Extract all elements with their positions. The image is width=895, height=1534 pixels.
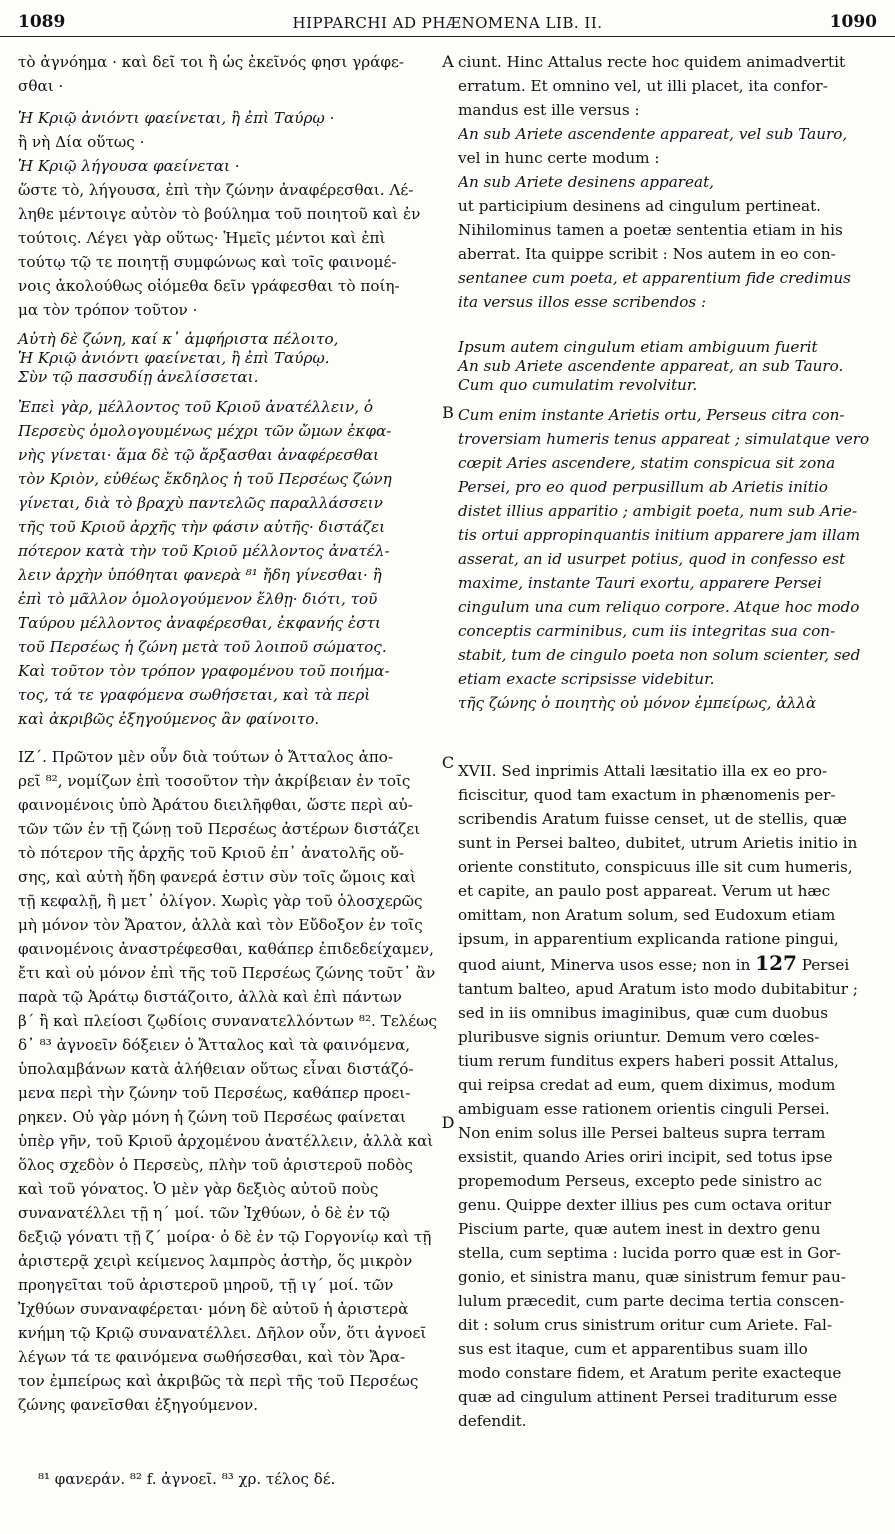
latin-column	[458, 50, 878, 1433]
text-line: mandus est ille versus :	[458, 101, 640, 119]
greek-verse-2	[18, 330, 438, 387]
latin-verse	[458, 338, 878, 395]
text-line: omittam, non Aratum solum, sed Eudoxum etiam	[458, 906, 836, 924]
text-line: νοις ἀκολούθως οἰόμεθα δεῖν γράφεσθαι τὸ ποίη-	[18, 277, 400, 295]
greek-paragraph-4	[18, 745, 438, 1417]
text-line: pluribusve signis oriuntur. Demum vero cœles-	[458, 1028, 820, 1046]
margin-letter-d: D	[441, 1113, 455, 1132]
text-line: συνανατέλλει τῇ η΄ μοί. τῶν Ἰχθύων, ὁ δὲ ἐν τῷ	[18, 1204, 390, 1222]
latin-paragraph-4	[458, 759, 878, 1433]
greek-paragraph-2	[18, 178, 438, 322]
text-line: σης, καὶ αὐτὴ ἤδη φανερά ἐστιν σὺν τοῖς ὤμοις καὶ	[18, 868, 416, 886]
text-line: distet illius apparitio ; ambigit poeta, num sub Arie-	[458, 502, 858, 520]
text-line: τὸ πότερον τῆς ἀρχῆς τοῦ Κριοῦ ἐπ᾽ ἀνατολῆς οὔ-	[18, 844, 405, 862]
text-line: ἔτι καὶ οὐ μόνον ἐπὶ τῆς τοῦ Περσέως ζώνης τοῦτ᾽ ἂν	[18, 964, 436, 982]
text-line: καὶ ἀκριβῶς ἐξηγούμενος ἂν φαίνοιτο.	[18, 710, 320, 728]
text-line: τον ἐμπείρως καὶ ἀκριβῶς τὰ περὶ τῆς τοῦ Περσέως	[18, 1372, 419, 1390]
text-line: ζώνης φανεῖσθαι ἐξηγούμενον.	[18, 1396, 259, 1414]
text-line: vel in hunc certe modum :	[458, 149, 660, 167]
text-line: ὑπὲρ γῆν, τοῦ Κριοῦ ἀρχομένου ἀνατέλλειν, ἀλλὰ καὶ	[18, 1132, 434, 1150]
text-line: Ἐπεὶ γὰρ, μέλλοντος τοῦ Κριοῦ ἀνατέλλειν, ὁ	[18, 398, 374, 416]
text-line: conceptis carminibus, cum iis integritas sua con-	[458, 622, 836, 640]
text-line: propemodum Perseus, excepto pede sinistro ac	[458, 1172, 822, 1190]
page-number-left: 1089	[18, 12, 66, 32]
text-line: cœpit Aries ascendere, statim conspicua sit zona	[458, 454, 836, 472]
text-line: troversiam humeris tenus appareat ; simulatque vero	[458, 430, 870, 448]
text-line: λειν ἀρχὴν ὑπόθηται φανερὰ ⁸¹ ἤδη γίνεσθαι· ἢ	[18, 566, 382, 584]
text-line: Nihilominus tamen a poetæ sententia etiam in his	[458, 221, 843, 239]
text-line: λέγων τά τε φαινόμενα σωθήσεσθαι, καὶ τὸν Ἄρα-	[18, 1348, 406, 1366]
verse-line: An sub Ariete ascendente appareat, an sub Tauro.	[458, 357, 844, 375]
text-line: tantum balteo, apud Aratum isto modo dubitabitur ;	[458, 980, 858, 998]
text-line: ρηκεν. Οὐ γὰρ μόνη ἡ ζώνη τοῦ Περσέως φαίνεται	[18, 1108, 406, 1126]
text-line: μὴ μόνον τὸν Ἄρατον, ἀλλὰ καὶ τὸν Εὔδοξον ἐν τοῖς	[18, 916, 423, 934]
margin-letter-a: A	[442, 52, 454, 71]
text-line: Ταύρου μέλλοντος ἀναφέρεσθαι, ἐκφανής ἐστι	[18, 614, 381, 632]
greek-paragraph-3	[18, 395, 438, 731]
text-line: ciunt. Hinc Attalus recte hoc quidem animadvertit	[458, 53, 846, 71]
text-line: τὸν Κριὸν, εὐθέως ἔκδηλος ἡ τοῦ Περσέως ζώνη	[18, 470, 392, 488]
latin-paragraph-3	[458, 403, 878, 715]
text-line: φαινομένοις ὑπὸ Ἀράτου διειλῆφθαι, ὥστε περὶ αὐ-	[18, 796, 413, 814]
text-line: τοῦ Περσέως ἡ ζώνη μετὰ τοῦ λοιποῦ σώματος.	[18, 638, 387, 656]
text-line: qui reipsa credat ad eum, quem diximus, modum	[458, 1076, 836, 1094]
verse-line: Ἡ Κριῷ λήγουσα φαείνεται ·	[18, 157, 240, 175]
margin-letter-b: B	[442, 403, 454, 422]
text-line: sed in iis omnibus imaginibus, quæ cum duobus	[458, 1004, 828, 1022]
text-line: stella, cum septima : lucida porro quæ est in Gor-	[458, 1244, 841, 1262]
text-line: ληθε μέντοιγε αὐτὸν τὸ βούλημα τοῦ ποιητοῦ καὶ ἐν	[18, 205, 421, 223]
text-line: ἀριστερᾷ χειρὶ κείμενος λαμπρὸς ἀστὴρ, ὅς μικρὸν	[18, 1252, 413, 1270]
text-line: lulum præcedit, cum parte decima tertia conscen-	[458, 1292, 845, 1310]
verse-line: Ἡ Κριῷ ἀνιόντι φαείνεται, ἢ ἐπὶ Ταύρῳ ·	[18, 109, 335, 127]
text-line: ambiguam esse rationem orientis cinguli Persei.	[458, 1100, 830, 1118]
text-line: stabit, tum de cingulo poeta non solum scienter, sed	[458, 646, 861, 664]
text-line: Non enim solus ille Persei balteus supra terram	[458, 1124, 826, 1142]
verse-line: Σὺν τῷ πασσυδίῃ ἀνελίσσεται.	[18, 368, 259, 386]
text-line: δεξιῷ γόνατι τῇ ζ΄ μοίρα· ὁ δὲ ἐν τῷ Γοργονίῳ καὶ τῇ	[18, 1228, 432, 1246]
verse-line: Αὐτὴ δὲ ζώνη, καί κ᾽ ἀμφήριστα πέλοιτο,	[18, 330, 339, 348]
text-line: ὅλος σχεδὸν ὁ Περσεὺς, πλὴν τοῦ ἀριστεροῦ ποδὸς	[18, 1156, 413, 1174]
text-line: τούτῳ τῷ τε ποιητῇ συμφώνως καὶ τοῖς φαινομέ-	[18, 253, 397, 271]
text-line: Ἰχθύων συναναφέρεται· μόνη δὲ αὐτοῦ ἡ ἀριστερὰ	[18, 1300, 409, 1318]
text-line: tium rerum funditus expers haberi possit Attalus,	[458, 1052, 839, 1070]
text-line: ἢ νὴ Δία οὕτως ·	[18, 133, 145, 151]
text-line: νὴς γίνεται· ἅμα δὲ τῷ ἄρξασθαι ἀναφέρεσθαι	[18, 446, 379, 464]
text-line: παρὰ τῷ Ἀράτῳ διστάζοιτο, ἀλλὰ καὶ ἐπὶ πάντων	[18, 988, 402, 1006]
margin-letter-c: C	[441, 753, 455, 772]
text-line: β΄ ἢ καὶ πλείοσι ζῳδίοις συνανατελλόντων ⁸². Τελέως	[18, 1012, 438, 1030]
greek-paragraph-1	[18, 50, 438, 98]
verse-line: Cum quo cumulatim revolvitur.	[458, 376, 698, 394]
text-line: γίνεται, διὰ τὸ βραχὺ παντελῶς παραλλάσσειν	[18, 494, 383, 512]
text-line: Καὶ τοῦτον τὸν τρόπον γραφομένου τοῦ ποιήμα-	[18, 662, 390, 680]
text-line: φαινομένοις ἀναστρέφεσθαι, καθάπερ ἐπιδεδείχαμεν,	[18, 940, 434, 958]
verse-line: An sub Ariete ascendente appareat, vel sub Tauro,	[458, 125, 848, 143]
text-line: ipsum, in apparentium explicanda ratione pingui,	[458, 930, 839, 948]
text-line: et capite, an paulo post appareat. Verum ut hæc	[458, 882, 831, 900]
text-line: καὶ τοῦ γόνατος. Ὁ μὲν γὰρ δεξιὸς αὐτοῦ ποὺς	[18, 1180, 379, 1198]
verse-line: Ipsum autem cingulum etiam ambiguum fuerit	[458, 338, 818, 356]
running-header	[0, 12, 895, 37]
running-title: HIPPARCHI AD PHÆNOMENA LIB. II.	[292, 14, 603, 32]
page-number-right: 1090	[829, 12, 877, 32]
text-line: etiam exacte scripsisse videbitur.	[458, 670, 715, 688]
text-line: genu. Quippe dexter illius pes cum octava oritur	[458, 1196, 832, 1214]
text-line: κνήμη τῷ Κριῷ συνανατέλλει. Δῆλον οὖν, ὅτι ἀγνοεῖ	[18, 1324, 427, 1342]
text-line: Περσεὺς ὁμολογουμένως μέχρι τῶν ὤμων ἐκφα-	[18, 422, 392, 440]
text-line: ὑπολαμβάνων κατὰ ἀλήθειαν οὕτως εἶναι διστάζό-	[18, 1060, 414, 1078]
verse-line: An sub Ariete desinens appareat,	[458, 173, 715, 191]
text-line: oriente constituto, conspicuus ille sit cum humeris,	[458, 858, 853, 876]
text-line: τος, τά τε γραφόμενα σωθήσεται, καὶ τὰ περὶ	[18, 686, 371, 704]
text-line: erratum. Et omnino vel, ut illi placet, ita confor-	[458, 77, 828, 95]
text-line: σθαι ·	[18, 77, 64, 95]
text-line: quæ ad cingulum attinent Persei traditurum esse	[458, 1388, 838, 1406]
text-line: exsistit, quando Aries oriri incipit, sed totus ipse	[458, 1148, 833, 1166]
text-line: modo constare fidem, et Aratum perite exacteque	[458, 1364, 842, 1382]
greek-verse-1	[18, 106, 438, 178]
text-line: Persei, pro eo quod perpusillum ab Arietis initio	[458, 478, 828, 496]
text-span: Persei	[796, 956, 850, 974]
text-line: ὥστε τὸ, λήγουσα, ἐπὶ τὴν ζώνην ἀναφέρεσθαι. Λέ-	[18, 181, 414, 199]
text-line: aberrat. Ita quippe scribit : Nos autem in eo con-	[458, 245, 836, 263]
greek-continuation-line: τῆς ζώνης ὁ ποιητὴς οὐ μόνον ἐμπείρως, ἀλλὰ	[458, 694, 817, 712]
text-line: τὸ ἀγνόημα · καὶ δεῖ τοι ἢ ὡς ἐκεῖνός φησι γράφε-	[18, 53, 405, 71]
text-line: cingulum una cum reliquo corpore. Atque hoc modo	[458, 598, 860, 616]
text-line: ita versus illos esse scribendos :	[458, 293, 707, 311]
text-line: μενα περὶ τὴν ζώνην τοῦ Περσέως, καθάπερ προει-	[18, 1084, 411, 1102]
text-line: Piscium parte, quæ autem inest in dextro genu	[458, 1220, 821, 1238]
latin-paragraph-1	[458, 50, 878, 194]
column-number: 127	[755, 951, 797, 975]
text-line: ut participium desinens ad cingulum pertineat.	[458, 197, 822, 215]
verse-line: Ἡ Κριῷ ἀνιόντι φαείνεται, ἢ ἐπὶ Ταύρῳ.	[18, 349, 330, 367]
latin-paragraph-2	[458, 194, 878, 314]
text-line: ἐπὶ τὸ μᾶλλον ὁμολογούμενον ἔλθῃ· διότι, τοῦ	[18, 590, 378, 608]
text-line: ρεῖ ⁸², νομίζων ἐπὶ τοσοῦτον τὴν ἀκρίβειαν ἐν τοῖς	[18, 772, 411, 790]
text-line: τούτοις. Λέγει γὰρ οὕτως· Ἡμεῖς μέντοι καὶ ἐπὶ	[18, 229, 386, 247]
text-span: quod aiunt, Minerva usos esse; non in	[458, 956, 756, 974]
text-line: XVII. Sed inprimis Attali læsitatio illa ex eo pro-	[458, 762, 828, 780]
text-line: Cum enim instante Arietis ortu, Perseus citra con-	[458, 406, 845, 424]
text-line: sentanee cum poeta, et apparentium fide credimus	[458, 269, 851, 287]
text-line: scribendis Aratum fuisse censet, ut de stellis, quæ	[458, 810, 847, 828]
text-line: δ᾽ ⁸³ ἀγνοεῖν δόξειεν ὁ Ἄτταλος καὶ τὰ φαινόμενα,	[18, 1036, 411, 1054]
text-line: gonio, et sinistra manu, quæ sinistrum femur pau-	[458, 1268, 846, 1286]
greek-column	[18, 50, 438, 1417]
text-line-with-column-number	[458, 951, 878, 977]
text-line: τῇ κεφαλῇ, ἢ μετ᾽ ὀλίγον. Χωρὶς γὰρ τοῦ ὁλοσχερῶς	[18, 892, 423, 910]
text-line: τῆς τοῦ Κριοῦ ἀρχῆς τὴν φάσιν αὐτῆς· διστάζει	[18, 518, 386, 536]
text-line: sunt in Persei balteo, dubitet, utrum Arietis initio in	[458, 834, 858, 852]
text-line: μα τὸν τρόπον τοῦτον ·	[18, 301, 198, 319]
text-line: maxime, instante Tauri exortu, apparere Persei	[458, 574, 822, 592]
text-line: asserat, an id usurpet potius, quod in confesso est	[458, 550, 846, 568]
text-line: sus est itaque, cum et apparentibus suam illo	[458, 1340, 808, 1358]
text-line: tis ortui appropinquantis initium apparere jam illam	[458, 526, 861, 544]
text-line: πότερον κατὰ τὴν τοῦ Κριοῦ μέλλοντος ἀνατέλ-	[18, 542, 390, 560]
text-line: dit : solum crus sinistrum oritur cum Ariete. Fal-	[458, 1316, 833, 1334]
footnotes: ⁸¹ φανεράν. ⁸² f. ἀγνοεῖ. ⁸³ χρ. τέλος δέ.	[38, 1470, 336, 1488]
text-line: defendit.	[458, 1412, 527, 1430]
text-line: τῶν τῶν ἐν τῇ ζώνῃ τοῦ Περσέως ἀστέρων διστάζει	[18, 820, 421, 838]
text-line: προηγεῖται τοῦ ἀριστεροῦ μηροῦ, τῇ ιγ΄ μοί. τῶν	[18, 1276, 394, 1294]
text-line: ficiscitur, quod tam exactum in phænomenis per-	[458, 786, 836, 804]
text-line: ΙΖ΄. Πρῶτον μὲν οὖν διὰ τούτων ὁ Ἄτταλος ἀπο-	[18, 748, 394, 766]
